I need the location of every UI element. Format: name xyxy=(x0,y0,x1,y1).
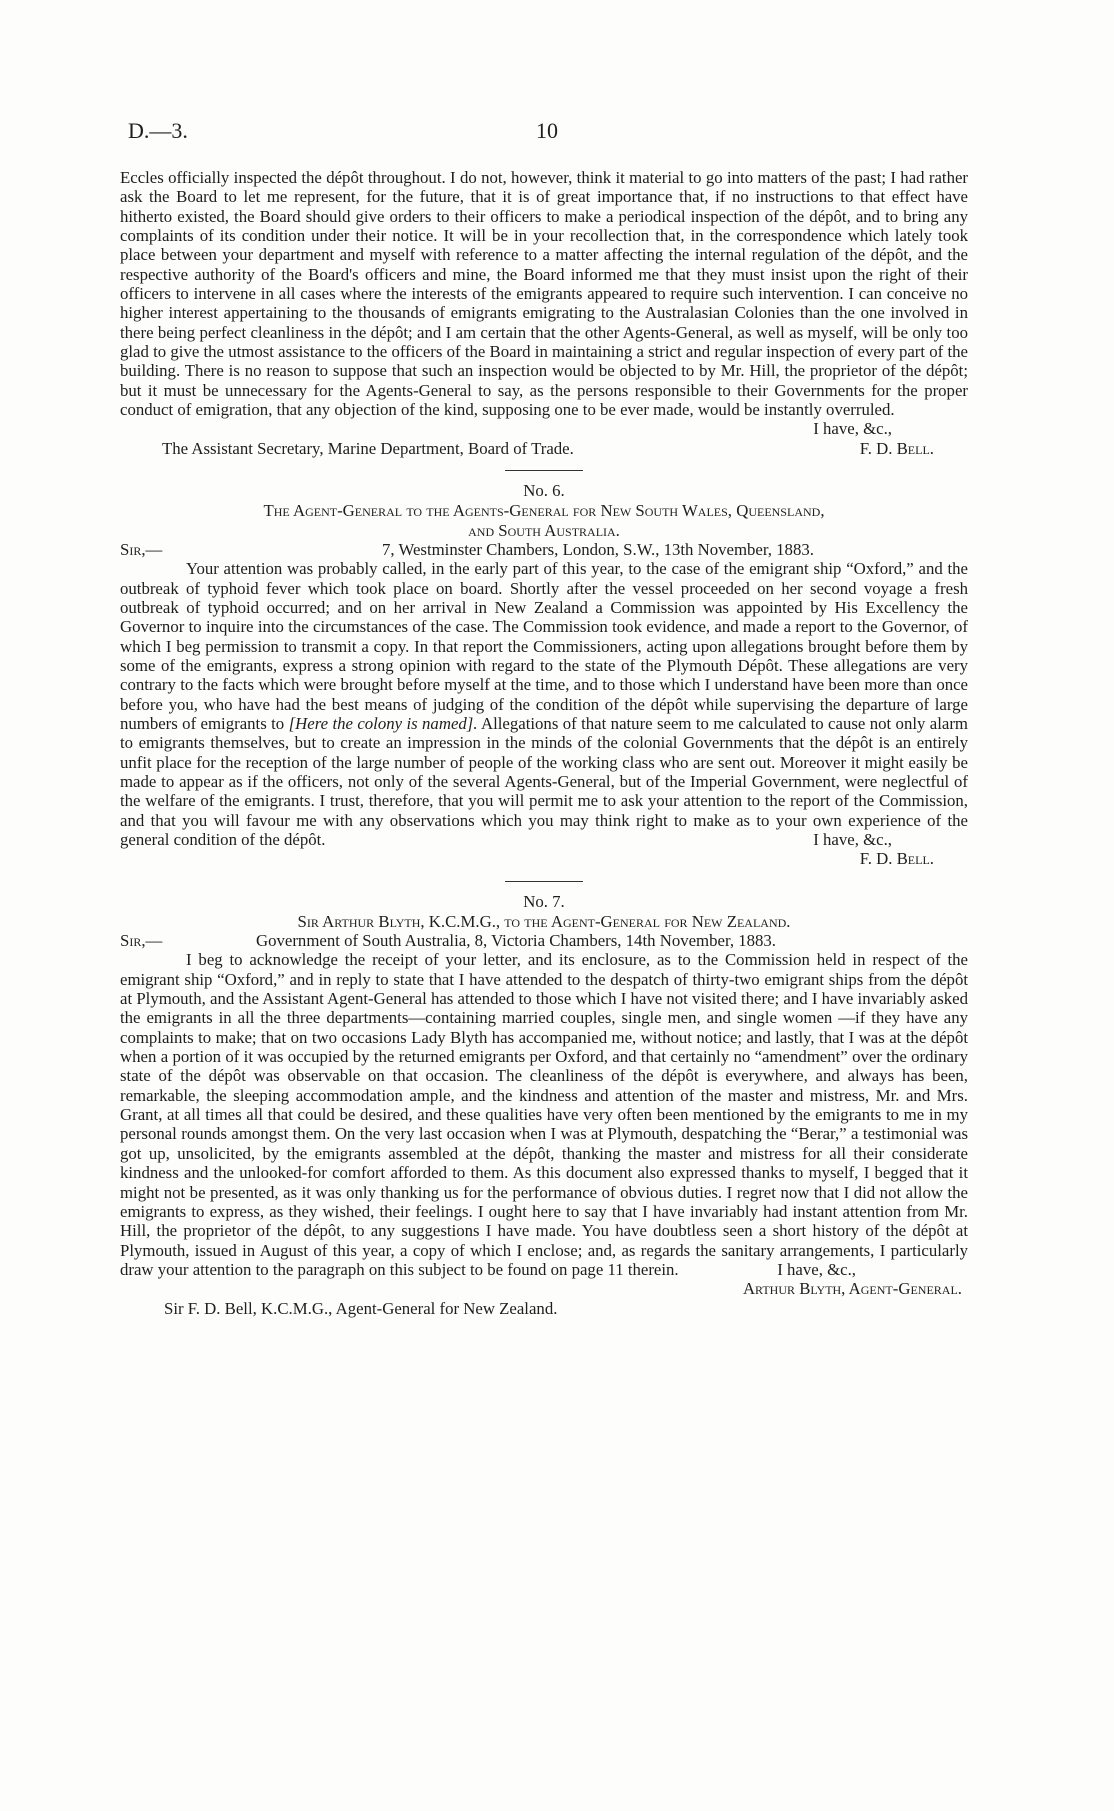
letter-5-closing: I have, &c., xyxy=(813,419,892,439)
letter-7-signature-text: Arthur Blyth, Agent-General. xyxy=(742,1279,962,1299)
letter-5-signature: F. D. Bell. xyxy=(859,438,934,458)
letter-6-body-part-2: Allegations of that nature seem to me calculated to cause not only alarm to emigrants themselves, but to create an impression in the minds of the colonial Governments that the dépôt is an entirely unfit place for the reception of the large number of people of the working class who are sent out. Moreover it might easily be made to appear as if the officers, not only of the several Agents-General, but of the Imperial Government, were neglectful of the welfare of the emigrants. I trust, therefore, that you will permit me to ask your attention to the report of the Commission, and that you will favour me with any observations which you may think right to make as to your own experience of the general condition of the dépôt. xyxy=(120,713,968,849)
letter-7-number: No. 7. xyxy=(523,891,565,911)
letter-6-body-part-1: Your attention was probably called, in the early part of this year, to the case of the emigrant ship “Oxford,” and the outbreak of typhoid fever which took place on board. Shortly after the vessel proceeded on her second voyage a fresh outbreak of typhoid occurred; and on her arrival in New Zealand a Commission was appointed by His Excellency the Governor to inquire into the circumstances of the case. The Commission took evidence, and made a report to the Governor, of which I beg permission to transmit a copy. In that report the Commissioners, acting upon allegations brought before them by some of the emigrants, express a strong opinion with regard to the state of the Plymouth Dépôt. These allegations are very contrary to the facts which were brought before myself at the time, and to those which I understand have been more than once before you, who have had the best means of judging of the condition of the dépôt while supervising the departure of large numbers of emigrants to xyxy=(120,559,968,733)
letter-5-continuation xyxy=(120,168,968,458)
letter-6-number: No. 6. xyxy=(523,481,565,501)
letter-7-dateline: Government of South Australia, 8, Victoria Chambers, 14th November, 1883. xyxy=(256,931,777,951)
letter-6-closing: I have, &c., xyxy=(813,830,892,849)
letter-7-title: Sir Arthur Blyth, K.C.M.G., to the Agent-General for New Zealand. xyxy=(297,911,791,931)
letter-7-closing: I have, &c., xyxy=(777,1259,856,1279)
letter-6-body xyxy=(120,559,968,849)
letter-7-signature xyxy=(120,1279,968,1298)
document-reference: D.—3. xyxy=(128,118,188,143)
letter-6-title-line-1: The Agent-General to the Agents-General for New South Wales, Queensland, xyxy=(263,501,825,521)
letter-5-addressee: The Assistant Secretary, Marine Department, Board of Trade. xyxy=(162,438,574,458)
letter-6-title-line-2: and South Australia. xyxy=(468,520,620,540)
letter-6 xyxy=(120,481,968,869)
letter-5-footer xyxy=(120,439,968,458)
page-header xyxy=(128,118,968,150)
letter-7-salutation-row xyxy=(120,931,968,950)
letter-7-body: I beg to acknowledge the receipt of your letter, and its enclosure, as to the Commission held in respect of the emigrant ship “Oxford,” and in reply to state that I have attended to the despatch of thirty-two emigrant ships from the dépôt at Plymouth, and the Assistant Agent-General has attended to those which I have not visited there; and I have invariably asked the emigrants in all the three departments—containing married couples, single men, and single women —if they have any complaints to make; that on two occasions Lady Blyth has accompanied me, without notice; and lastly, that I was at the dépôt when a portion of it was occupied by the returned emigrants per Oxford, and that certainly no “amendment” over the ordinary state of the dépôt was observable on that occasion. The cleanliness of the dépôt is everywhere, and always has been, remarkable, the sleeping accommodation ample, and the kindness and attention of the master and mistress, Mr. and Mrs. Grant, at all times all that could be desired, and these qualities have very often been mentioned by the emigrants to me in my personal rounds amongst them. On the very last occasion when I was at Plymouth, despatching the “Berar,” a testimonial was got up, unsolicited, by the emigrants assembled at the dépôt, thanking the master and mistress for all their considerate kindness and the unlooked-for comfort afforded to them. As this document also expressed thanks to myself, I begged that it might not be presented, as it was only thanking us for the performance of obvious duties. I regret now that I did not allow the emigrants to express, as they wished, their feelings. I ought here to say that I have invariably had instant attention from Mr. Hill, the proprietor of the dépôt, to any suggestions I have made. You have doubtless seen a short history of the dépôt at Plymouth, issued in August of this year, a copy of which I enclose; and, as regards the sanitary arrangements, I particularly draw your attention to the paragraph on this subject to be found on page 11 therein. xyxy=(120,950,968,1279)
letter-7-salutation: Sir,— xyxy=(120,931,163,951)
letter-6-salutation-row xyxy=(120,540,968,559)
letter-6-dateline: 7, Westminster Chambers, London, S.W., 13th November, 1883. xyxy=(382,539,814,559)
letter-6-body-italic: [Here the colony is named]. xyxy=(288,713,478,733)
letter-6-signature: F. D. Bell. xyxy=(859,849,934,869)
letter-7-addressee: Sir F. D. Bell, K.C.M.G., Agent-General for New Zealand. xyxy=(164,1298,558,1318)
letter-6-salutation: Sir,— xyxy=(120,539,163,559)
letter-7 xyxy=(120,892,968,1318)
letter-5-paragraph: Eccles officially inspected the dépôt throughout. I do not, however, think it material to go into matters of the past; I had rather ask the Board to let me represent, for the future, that it is of great importance that, if no instructions to that effect have hitherto existed, the Board should give orders to their officers to make a periodical inspection of the dépôt, and to bring any complaints of its condition under their notice. It will be in your recollection that, in the correspondence which lately took place between your department and myself with reference to a matter affecting the internal regulation of the dépôt, and the respective authority of the Board's officers and mine, the Board informed me that they must insist upon the right of their officers to intervene in all cases where the interests of the emigrants appeared to require such intervention. I can conceive no higher interest appertaining to the thousands of emigrants emigrating to the Australasian Colonies than the one involved in there being perfect cleanliness in the dépôt; and I am certain that the other Agents-General, as well as myself, will be only too glad to give the utmost assistance to the officers of the Board in maintaining a strict and regular inspection of every part of the building. There is no reason to suppose that such an inspection would be objected to by Mr. Hill, the proprietor of the dépôt; but it must be unnecessary for the Agents-General to say, as the persons responsible to their Governments for the proper conduct of emigration, that any objection of the kind, supposing one to be ever made, would be instantly overruled. xyxy=(120,168,968,420)
section-divider xyxy=(505,470,583,471)
page-content xyxy=(120,168,968,1318)
page-number: 10 xyxy=(536,118,558,143)
section-divider xyxy=(505,881,583,882)
